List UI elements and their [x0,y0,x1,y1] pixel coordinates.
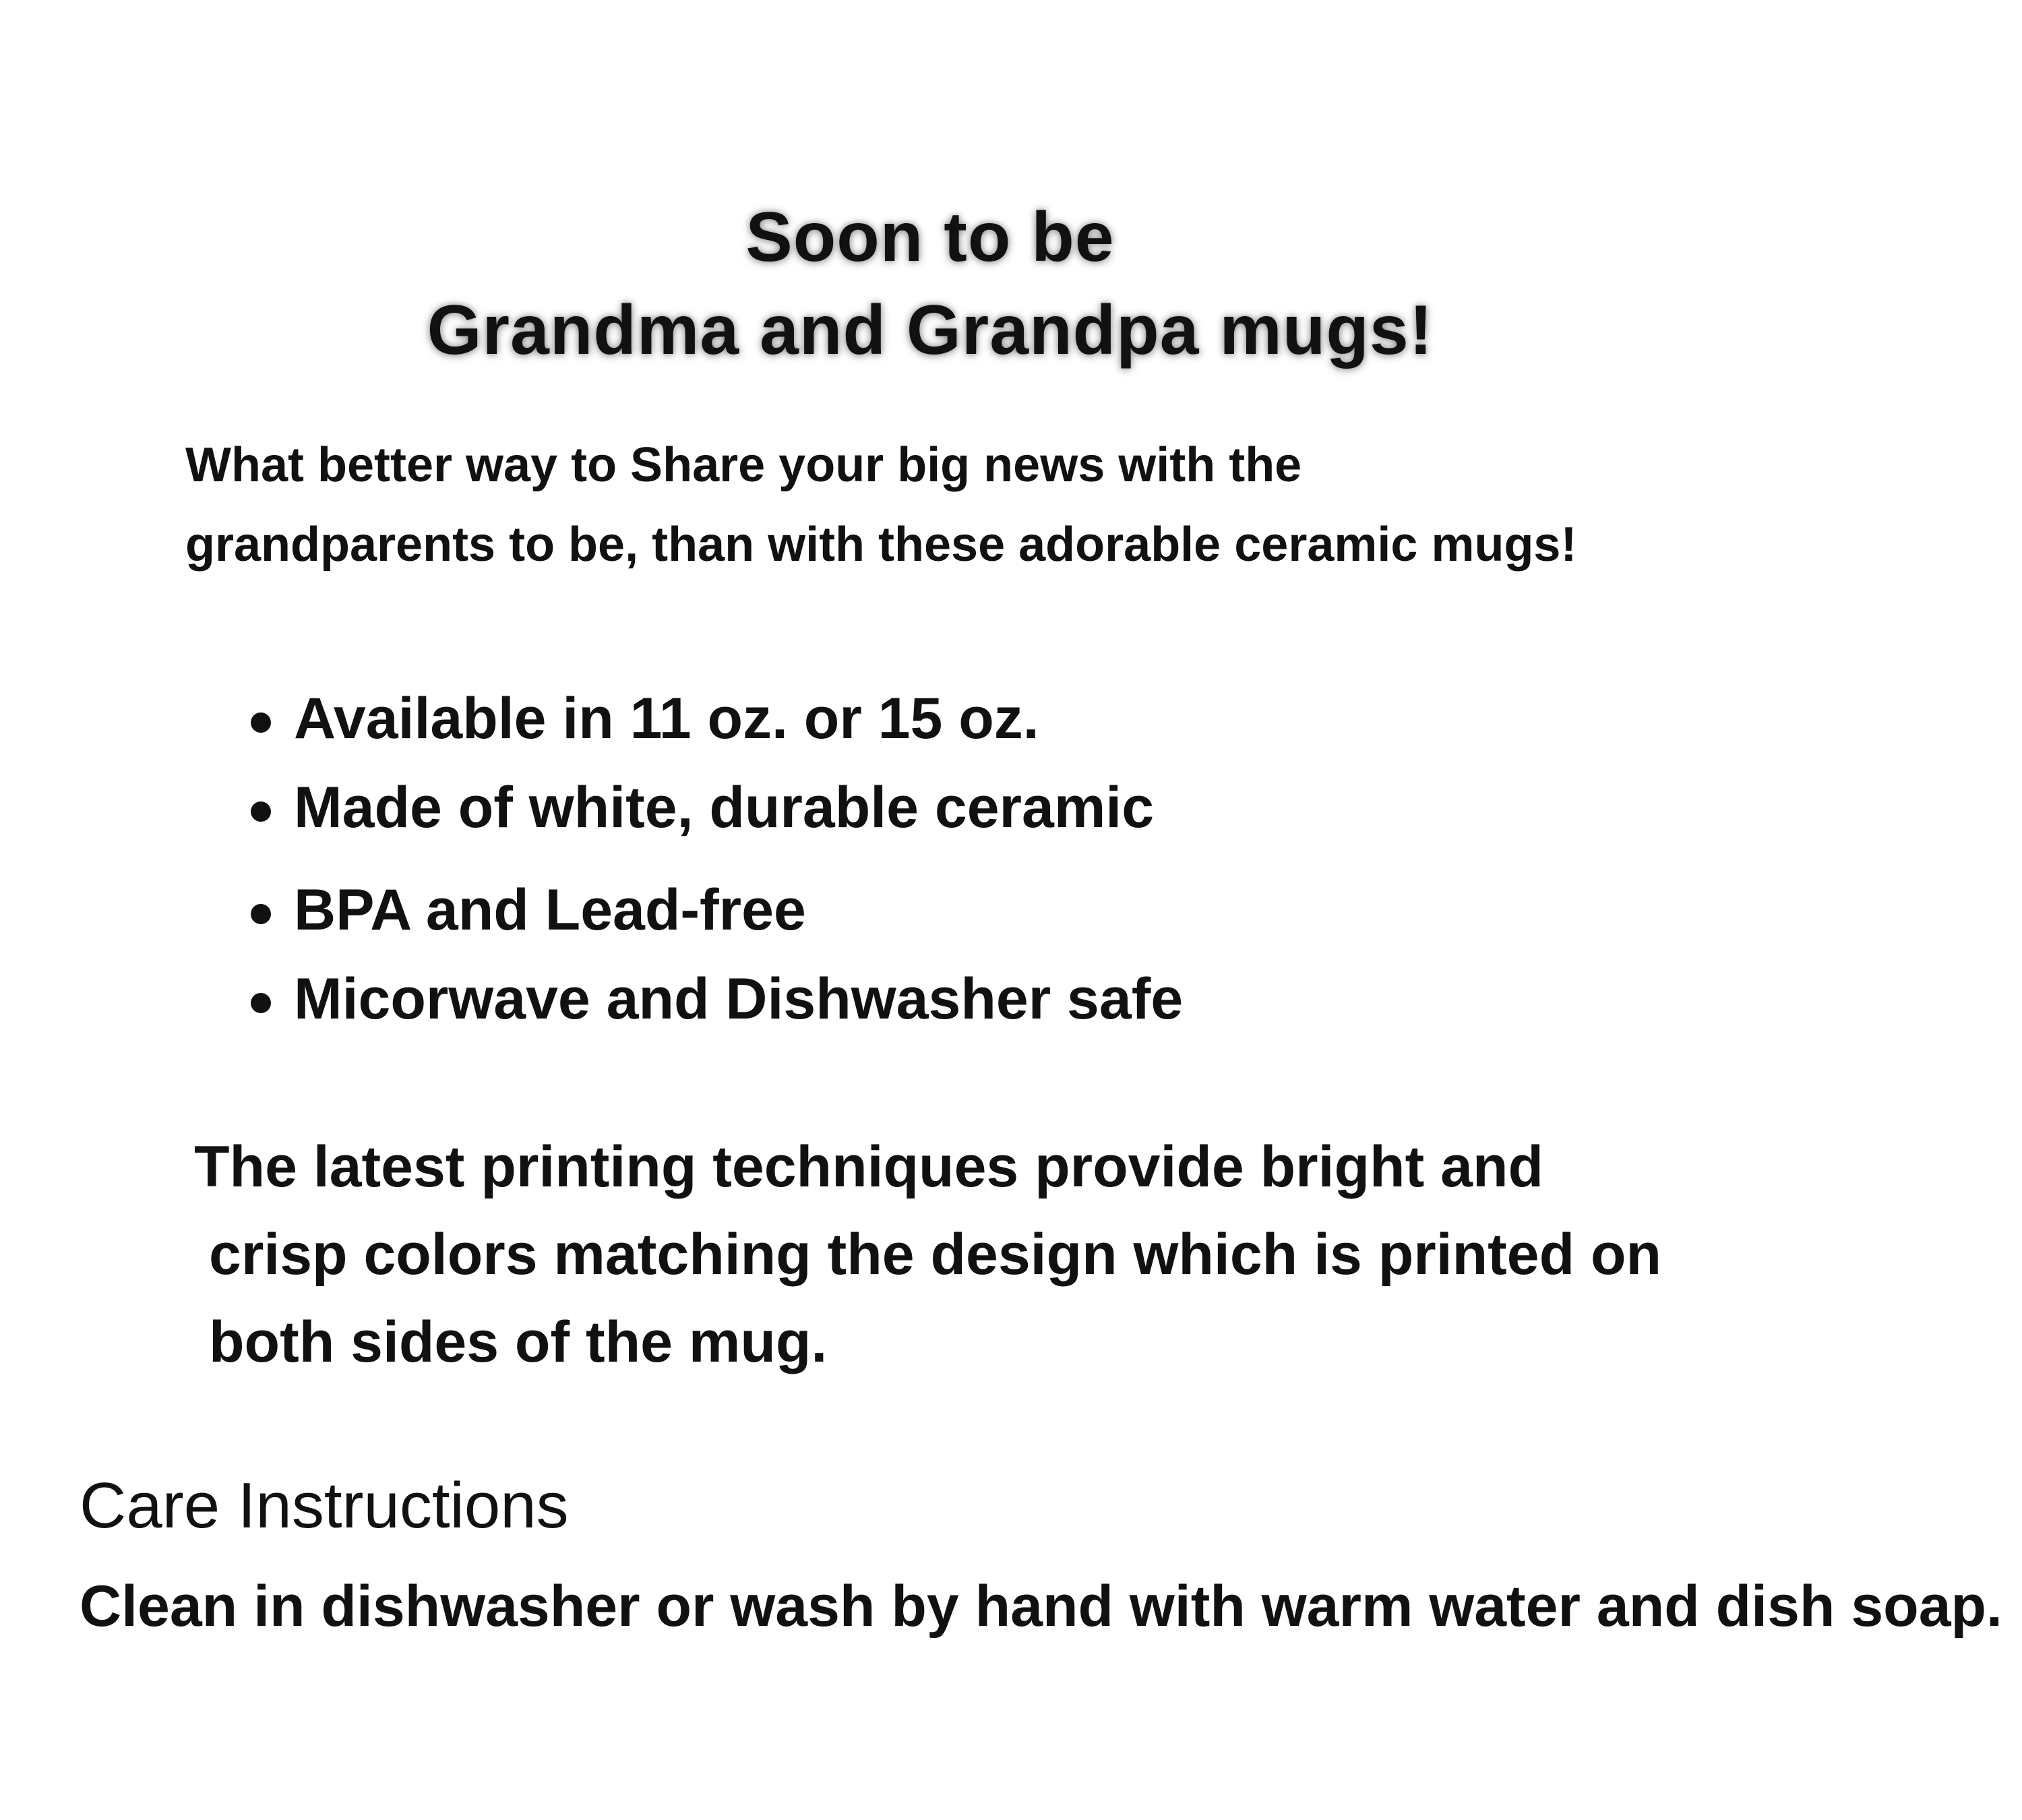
intro-line-2: grandparents to be, than with these adorable ceramic mugs! [185,518,1577,572]
heading-line-2: Grandma and Grandpa mugs! [427,291,1434,369]
printing-line-2: crisp colors matching the design which is printed on [209,1222,1662,1287]
feature-text: Micorwave and Dishwasher safe [294,967,1184,1031]
feature-text: BPA and Lead-free [294,878,806,942]
bullet-icon [251,904,271,924]
bullet-icon [251,993,271,1013]
bullet-icon [251,801,271,822]
feature-text: Made of white, durable ceramic [294,775,1155,840]
printing-line-3: both sides of the mug. [209,1310,828,1374]
feature-text: Available in 11 oz. or 15 oz. [294,686,1039,751]
heading-line-1: Soon to be [745,198,1115,276]
intro-line-1: What better way to Share your big news with the [185,438,1302,492]
printing-line-1: The latest printing techniques provide bright and [194,1134,1544,1199]
care-instructions-title: Care Instructions [80,1469,569,1542]
care-instructions-text: Clean in dishwasher or wash by hand with warm water and dish soap. [80,1574,2002,1639]
bullet-icon [251,712,271,733]
